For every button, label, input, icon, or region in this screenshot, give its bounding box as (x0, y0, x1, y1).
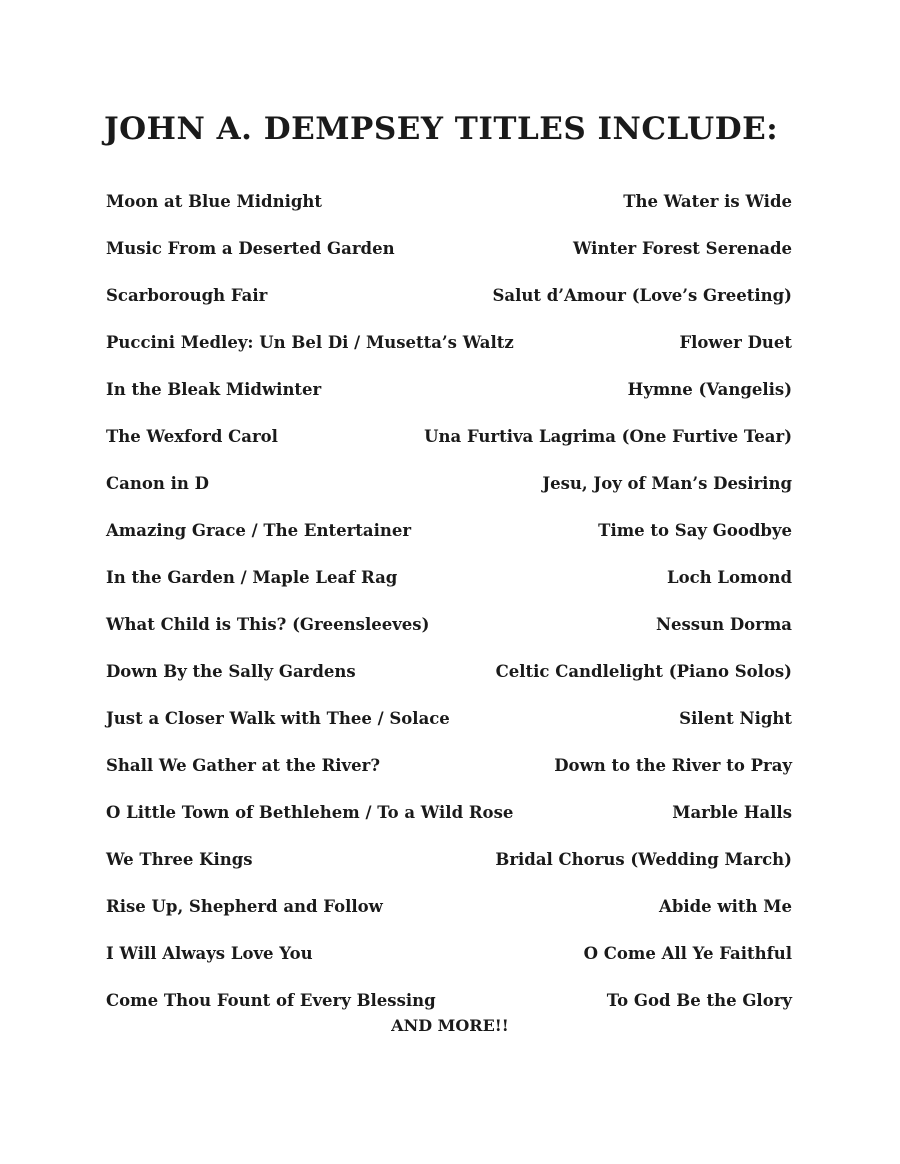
title-row (106, 846, 792, 893)
title-row (106, 705, 792, 752)
title-left: Just a Closer Walk with Thee / Solace (106, 709, 450, 728)
title-right: Flower Duet (679, 333, 792, 352)
title-right: Celtic Candlelight (Piano Solos) (495, 662, 792, 681)
title-left: Scarborough Fair (106, 286, 268, 305)
title-right: To God Be the Glory (606, 991, 792, 1010)
title-right: Silent Night (679, 709, 792, 728)
title-left: Canon in D (106, 474, 209, 493)
titles-list (106, 188, 792, 1034)
page-title: JOHN A. DEMPSEY TITLES INCLUDE: (104, 111, 779, 147)
title-left: Rise Up, Shepherd and Follow (106, 897, 383, 916)
title-row (106, 235, 792, 282)
title-row (106, 188, 792, 235)
title-left: In the Garden / Maple Leaf Rag (106, 568, 398, 587)
title-row (106, 658, 792, 705)
title-left: What Child is This? (Greensleeves) (106, 615, 430, 634)
title-row (106, 376, 792, 423)
title-left: Puccini Medley: Un Bel Di / Musetta’s Waltz (106, 333, 514, 352)
title-left: In the Bleak Midwinter (106, 380, 322, 399)
title-right: Bridal Chorus (Wedding March) (495, 850, 792, 869)
title-right: Una Furtiva Lagrima (One Furtive Tear) (424, 427, 792, 446)
title-left: Down By the Sally Gardens (106, 662, 356, 681)
title-right: O Come All Ye Faithful (583, 944, 792, 963)
title-left: O Little Town of Bethlehem / To a Wild Rose (106, 803, 514, 822)
title-left: The Wexford Carol (106, 427, 278, 446)
title-row (106, 893, 792, 940)
title-row (106, 423, 792, 470)
title-left: Music From a Deserted Garden (106, 239, 395, 258)
title-row (106, 799, 792, 846)
title-right: Marble Halls (672, 803, 792, 822)
title-row (106, 752, 792, 799)
title-row (106, 329, 792, 376)
title-right: Nessun Dorma (655, 615, 792, 634)
title-row (106, 470, 792, 517)
title-row (106, 564, 792, 611)
title-right: Down to the River to Pray (554, 756, 792, 775)
title-right: The Water is Wide (623, 192, 792, 211)
and-more-text: AND MORE!! (391, 1016, 509, 1035)
title-row (106, 282, 792, 329)
title-left: I Will Always Love You (106, 944, 313, 963)
title-right: Salut d’Amour (Love’s Greeting) (492, 286, 792, 305)
title-left: Come Thou Fount of Every Blessing (106, 991, 436, 1010)
title-row (106, 940, 792, 987)
title-row (106, 517, 792, 564)
title-right: Jesu, Joy of Man’s Desiring (542, 474, 792, 493)
title-left: Shall We Gather at the River? (106, 756, 380, 775)
title-right: Hymne (Vangelis) (627, 380, 792, 399)
title-right: Time to Say Goodbye (598, 521, 792, 540)
title-right: Abide with Me (659, 897, 792, 916)
title-left: Moon at Blue Midnight (106, 192, 323, 211)
title-left: Amazing Grace / The Entertainer (106, 521, 412, 540)
title-row (106, 611, 792, 658)
title-right: Loch Lomond (667, 568, 792, 587)
title-left: We Three Kings (106, 850, 253, 869)
title-right: Winter Forest Serenade (572, 239, 792, 258)
